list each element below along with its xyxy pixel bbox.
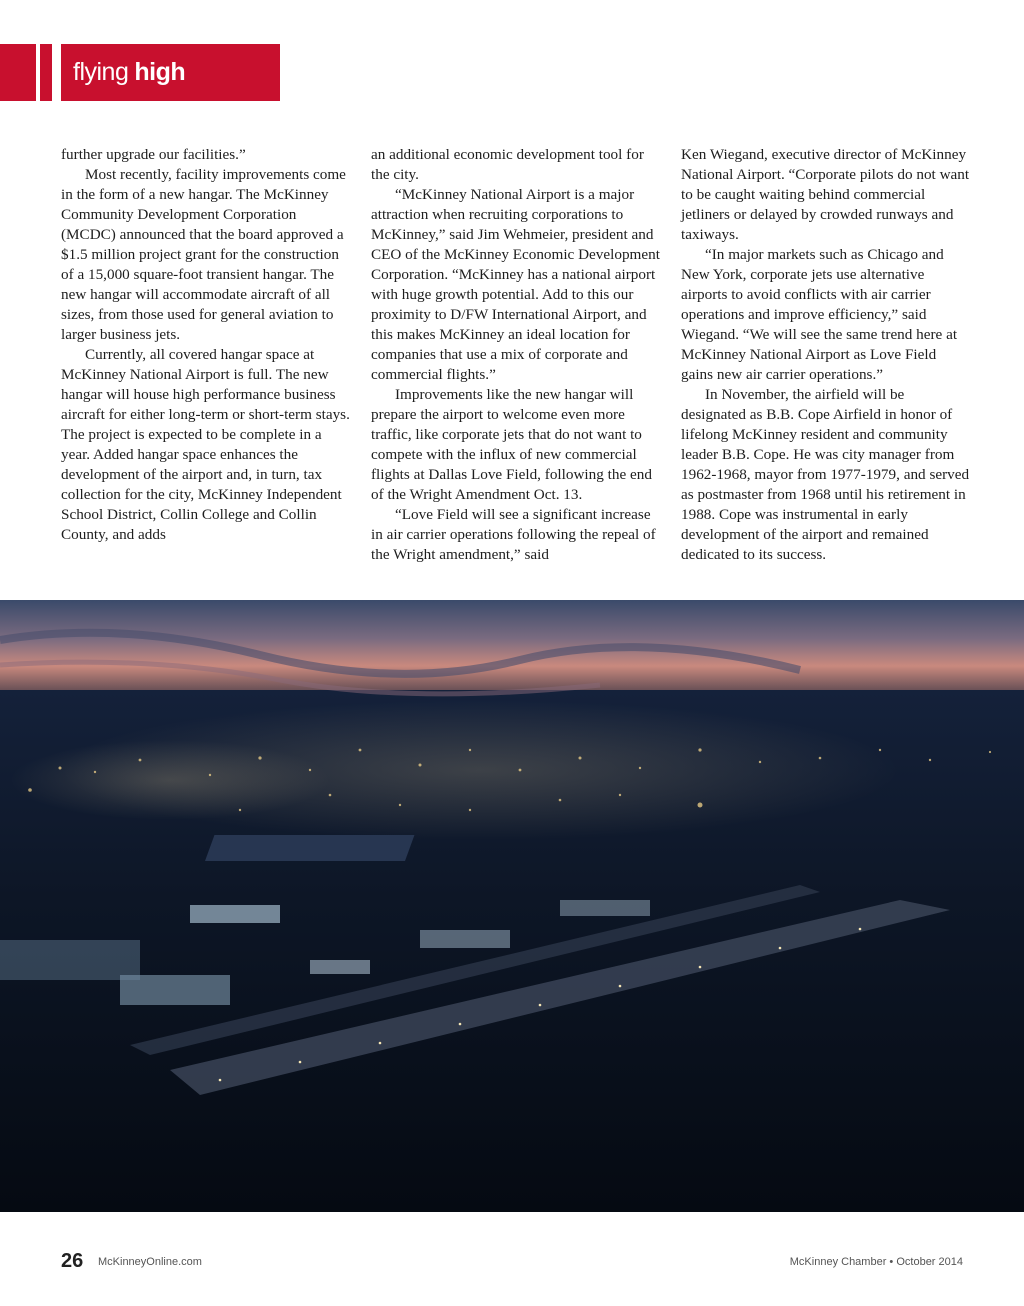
paragraph: Improvements like the new hangar will prepare the airport to welcome even more traffic, like corporate jets that do not want to compete with the influx of new commercial flights at Dallas Love Field, following the end of the Wright Amendment Oct. 13. xyxy=(371,386,652,503)
paragraph: an additional economic development tool for the city. xyxy=(371,146,644,183)
paragraph: “McKinney National Airport is a major attraction when recruiting corporations to McKinney,” said Jim Wehmeier, president and CEO of the McKinney Economic Development Corporation. “McKinney has a national airport with huge growth potential. Add to this our proximity to D/FW International Airport, and this makes McKinney an ideal location for companies that use a mix of corporate and commercial flights.” xyxy=(371,186,660,383)
city-glow xyxy=(10,740,330,820)
publication-name: McKinney Chamber xyxy=(789,1256,887,1268)
page-footer xyxy=(0,1250,1024,1280)
article-column-2 xyxy=(371,145,661,565)
header-accent-gap xyxy=(52,44,56,101)
paragraph: Ken Wiegand, executive director of McKinney National Airport. “Corporate pilots do not want to be caught waiting behind commercial jetliners or delayed by crowded runways and taxiways. xyxy=(681,146,970,243)
article-column-1 xyxy=(61,145,351,545)
section-title-light: flying xyxy=(73,58,129,86)
publication-info xyxy=(790,1256,963,1268)
paragraph: Most recently, facility improvements come in the form of a new hangar. The McKinney Community Development Corporation (MCDC) announced that the board approved a $1.5 million project grant for the construction of a 15,000 square-foot transient hangar. The new hangar will accommodate aircraft of all sizes, from those used for general aviation to larger business jets. xyxy=(61,166,346,343)
header-accent-bar-thin xyxy=(40,44,52,101)
paragraph: “In major markets such as Chicago and New York, corporate jets use alternative airports to avoid conflicts with air carrier operations and improve efficiency,” said Wiegand. “We will see the same trend here at McKinney National Airport as Love Field gains new air carrier operations.” xyxy=(681,246,958,383)
separator: • xyxy=(889,1256,894,1268)
paragraph: “Love Field will see a significant increase in air carrier operations following the repeal of the Wright amendment,” said xyxy=(371,506,656,563)
aerial-airport-photo xyxy=(0,600,1024,1212)
night-aerial-illustration xyxy=(0,600,1024,1212)
section-header xyxy=(61,44,280,101)
article-column-3 xyxy=(681,145,971,565)
issue-date: October 2014 xyxy=(896,1256,963,1268)
paragraph: Currently, all covered hangar space at McKinney National Airport is full. The new hangar will house high performance business aircraft for either long-term or short-term stays. The project is expected to be complete in a year. Added hangar space enhances the development of the airport and, in turn, tax collection for the city, McKinney Independent School District, Collin College and Collin County, and adds xyxy=(61,346,350,543)
website-link[interactable]: McKinneyOnline.com xyxy=(98,1256,202,1268)
paragraph: further upgrade our facilities.” xyxy=(61,146,246,163)
section-title-bold: high xyxy=(134,58,186,86)
paragraph: In November, the airfield will be designated as B.B. Cope Airfield in honor of lifelong McKinney resident and community leader B.B. Cope. He was city manager from 1962-1968, mayor from 1977-1979, and served as postmaster from 1968 until his retirement in 1988. Cope was instrumental in early development of the airport and remained dedicated to its success. xyxy=(681,386,970,563)
header-accent-bar xyxy=(0,44,36,101)
page-number: 26 xyxy=(61,1250,84,1272)
